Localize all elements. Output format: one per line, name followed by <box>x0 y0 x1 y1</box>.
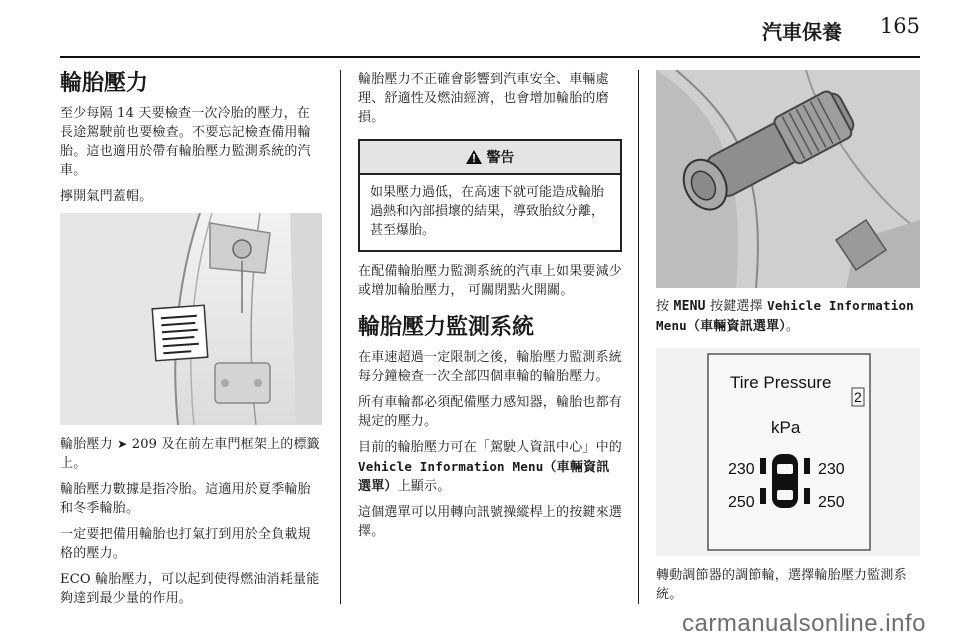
page-header-title: 汽車保養 <box>762 20 842 44</box>
paragraph: 輪胎壓力不正確會影響到汽車安全、車輛處理、舒適性及燃油經濟，也會增加輪胎的磨損。 <box>358 72 609 125</box>
reference-arrow-icon[interactable]: ➤ <box>117 437 128 451</box>
column-divider-2 <box>638 70 639 604</box>
column-divider-1 <box>340 70 341 604</box>
door-frame-label-illustration <box>60 213 322 425</box>
rear-left-pressure: 250 <box>728 494 755 511</box>
warning-title: 警告 <box>486 150 515 166</box>
paragraph: 輪胎壓力數據是指冷胎。這適用於夏季輪胎和冬季輪胎。 <box>60 482 311 516</box>
warning-box <box>358 139 622 252</box>
header-rule <box>60 56 920 58</box>
column-left <box>60 70 322 615</box>
column-middle <box>358 70 622 548</box>
tire-pressure-display <box>656 348 920 556</box>
caption-adjust-wheel: 轉動調節器的調節輪，選擇輪胎壓力監測系統。 <box>656 568 907 602</box>
front-right-pressure: 230 <box>818 461 845 478</box>
turn-signal-stalk-illustration <box>656 70 920 288</box>
paragraph: 所有車輪都必須配備壓力感知器，輪胎也都有規定的壓力。 <box>358 395 623 429</box>
warning-text: 如果壓力過低，在高速下就可能造成輪胎過熱和內部損壞的結果，導致胎紋分離，甚至爆胎。 <box>370 185 605 238</box>
paragraph: 在配備輪胎壓力監測系統的汽車上如果要減少或增加輪胎壓力， 可關閉點火開關。 <box>358 264 623 298</box>
column-right <box>656 70 920 611</box>
section-heading-tire-pressure: 輪胎壓力 <box>60 71 149 96</box>
front-left-pressure: 230 <box>728 461 755 478</box>
section-heading-tpms: 輪胎壓力監測系統 <box>358 315 535 340</box>
menu-name: Vehicle Information Menu <box>358 459 544 474</box>
display-page-indicator: 2 <box>854 389 862 405</box>
paragraph: 在車速超過一定限制之後，輪胎壓力監測系統每分鐘檢查一次全部四個車輪的輪胎壓力。 <box>358 350 623 384</box>
caption-menu-button: 按 MENU 按鍵選擇 Vehicle Information Menu（車輛資訊選單）。 <box>656 298 914 334</box>
paragraph-reference: 輪胎壓力 ➤ 209 及在前左車門框架上的標籤上。 <box>60 437 320 471</box>
paragraph: 一定要把備用輪胎也打氣打到用於全負載規格的壓力。 <box>60 527 311 561</box>
display-unit: kPa <box>771 418 801 437</box>
menu-key-label: MENU <box>673 299 706 314</box>
warning-header <box>360 141 620 175</box>
page-number: 165 <box>879 14 920 38</box>
paragraph-vehicle-info: 目前的輪胎壓力可在「駕駛人資訊中心」中的 Vehicle Information Menu（車輛資訊選單）上顯示。 <box>358 440 623 494</box>
paragraph: ECO 輪胎壓力，可以起到使得燃油消耗量能夠達到最少量的作用。 <box>60 572 320 606</box>
paragraph: 擰開氣門蓋帽。 <box>60 189 153 204</box>
watermark: carmanualsonline.info <box>682 610 926 637</box>
paragraph: 這個選單可以用轉向訊號操縱桿上的按鍵來選擇。 <box>358 505 623 539</box>
display-title: Tire Pressure <box>730 373 832 392</box>
paragraph: 至少每隔 14 天要檢查一次冷胎的壓力，在長途駕駛前也要檢查。不要忘記檢查備用輪胎。這也適用於帶有輪胎壓力監測系統的汽車。 <box>60 106 311 178</box>
warning-triangle-icon <box>466 150 487 166</box>
rear-right-pressure: 250 <box>818 494 845 511</box>
